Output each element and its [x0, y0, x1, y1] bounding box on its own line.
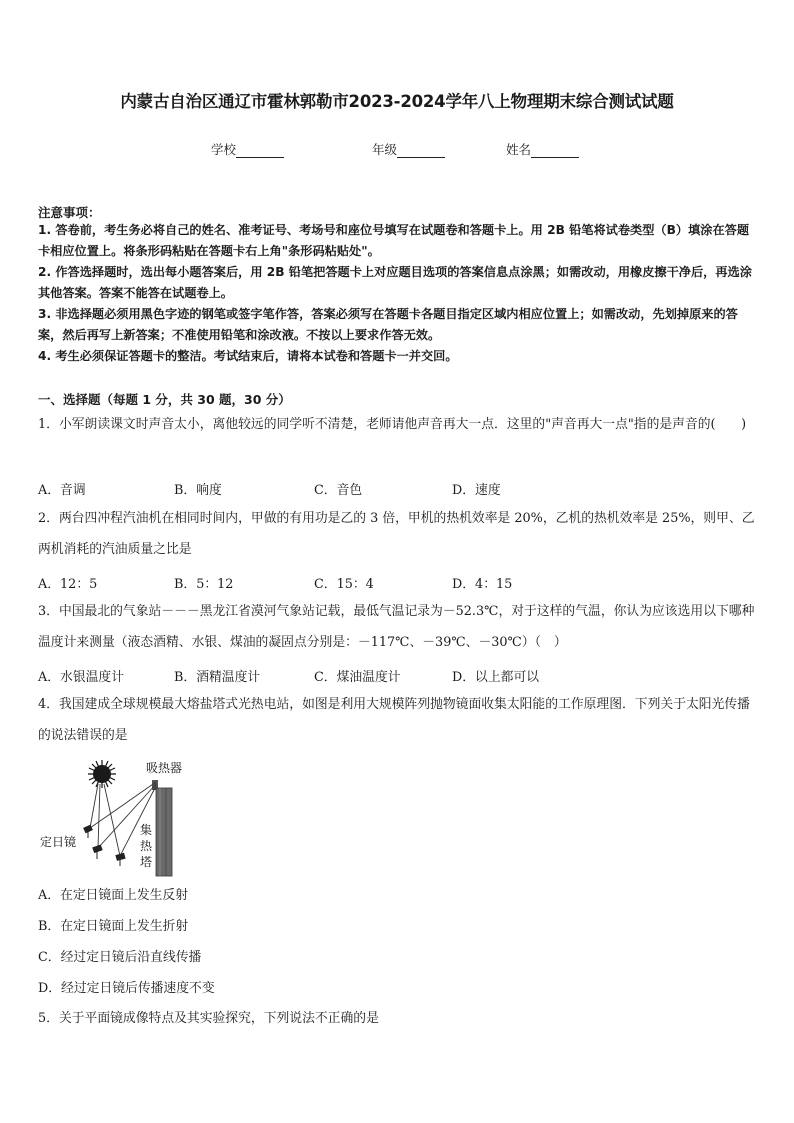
question-2-options [38, 573, 760, 591]
name-blank [531, 143, 579, 158]
sun-icon [88, 760, 116, 788]
q4-option-d: D．经过定日镜后传播速度不变 [38, 981, 215, 996]
question-5-stem: 5．关于平面镜成像特点及其实验探究，下列说法不正确的是 [38, 1011, 379, 1026]
note-2: 2. 作答选择题时，选出每小题答案后，用 2B 铅笔把答题卡上对应题目选项的答案信息点涂黑；如需改动，用橡皮擦干净后，再选涂其他答案。答案不能答在试题卷上。 [38, 265, 752, 300]
heliostat-label: 定日镜 [40, 835, 77, 849]
note-4: 4. 考生必须保证答题卡的整洁。考试结束后，请将本试卷和答题卡一并交回。 [38, 349, 458, 363]
tower-label-3: 塔 [140, 855, 153, 869]
section-heading: 一、选择题（每题 1 分，共 30 题，30 分） [38, 392, 291, 407]
q3-option-a: A．水银温度计 [38, 670, 125, 685]
question-2-stem: 2．两台四冲程汽油机在相同时间内，甲做的有用功是乙的 3 倍，甲机的热机效率是 20%，乙机的热机效率是 25%，则甲、乙两机消耗的汽油质量之比是 [38, 511, 755, 557]
grade-field [372, 140, 445, 158]
q4-option-c: C．经过定日镜后沿直线传播 [38, 950, 202, 965]
notes-title: 注意事项： [38, 205, 101, 220]
absorber-label: 吸热器 [146, 761, 183, 775]
solar-tower-figure [40, 758, 200, 878]
question-4-stem: 4．我国建成全球规模最大熔盐塔式光热电站，如图是利用大规模阵列抛物镜面收集太阳能的工作原理图．下列关于太阳光传播的说法错误的是 [38, 697, 750, 743]
question-3-stem: 3．中国最北的气象站－－－黑龙江省漠河气象站记载，最低气温记录为－52.3℃，对于这样的气温，你认为应该选用以下哪种温度计来测量（液态酒精、水银、煤油的凝固点分别是：－117℃、－39℃、－30℃）（ ） [38, 604, 755, 650]
school-label: 学校 [211, 142, 237, 157]
note-3: 3. 非选择题必须用黑色字迹的钢笔或签字笔作答，答案必须写在答题卡各题目指定区域内相应位置上；如需改动，先划掉原来的答案，然后再写上新答案；不准使用铅笔和涂改液。不按以上要求作答无效。 [38, 307, 738, 342]
grade-label: 年级 [372, 142, 398, 157]
q2-option-c: C．15：4 [314, 577, 374, 592]
q1-option-c: C．音色 [314, 483, 363, 498]
page-title: 内蒙古自治区通辽市霍林郭勒市2023-2024学年八上物理期末综合测试试题 [120, 92, 674, 111]
q2-option-a: A．12：5 [38, 577, 98, 592]
q3-option-d: D．以上都可以 [452, 670, 540, 685]
name-label: 姓名 [506, 142, 532, 157]
q2-option-b: B．5：12 [174, 577, 234, 592]
q3-option-c: C．煤油温度计 [314, 670, 401, 685]
collector-tower [152, 780, 172, 876]
heliostat-mirrors [83, 825, 125, 866]
q3-option-b: B．酒精温度计 [174, 670, 261, 685]
tower-label-1: 集 [140, 823, 153, 837]
q1-option-d: D．速度 [452, 483, 501, 498]
grade-blank [397, 143, 445, 158]
q1-option-b: B．响度 [174, 483, 222, 498]
question-1-stem: 1．小军朗读课文时声音太小，离他较远的同学听不清楚，老师请他声音再大一点．这里的"声音再大一点"指的是声音的( ) [38, 417, 747, 432]
q4-option-a: A．在定日镜面上发生反射 [38, 888, 189, 903]
question-1-options [38, 479, 760, 497]
school-blank [236, 143, 284, 158]
question-3-options [38, 666, 760, 684]
school-field [211, 140, 284, 158]
q1-option-a: A．音调 [38, 483, 86, 498]
q2-option-d: D．4：15 [452, 577, 513, 592]
tower-label-2: 热 [140, 839, 153, 853]
name-field [506, 140, 579, 158]
note-1: 1. 答卷前，考生务必将自己的姓名、准考证号、考场号和座位号填写在试题卷和答题卡上。用 2B 铅笔将试卷类型（B）填涂在答题卡相应位置上。将条形码粘贴在答题卡右上角"条形码粘贴处"。 [38, 223, 750, 258]
q4-option-b: B．在定日镜面上发生折射 [38, 919, 189, 934]
